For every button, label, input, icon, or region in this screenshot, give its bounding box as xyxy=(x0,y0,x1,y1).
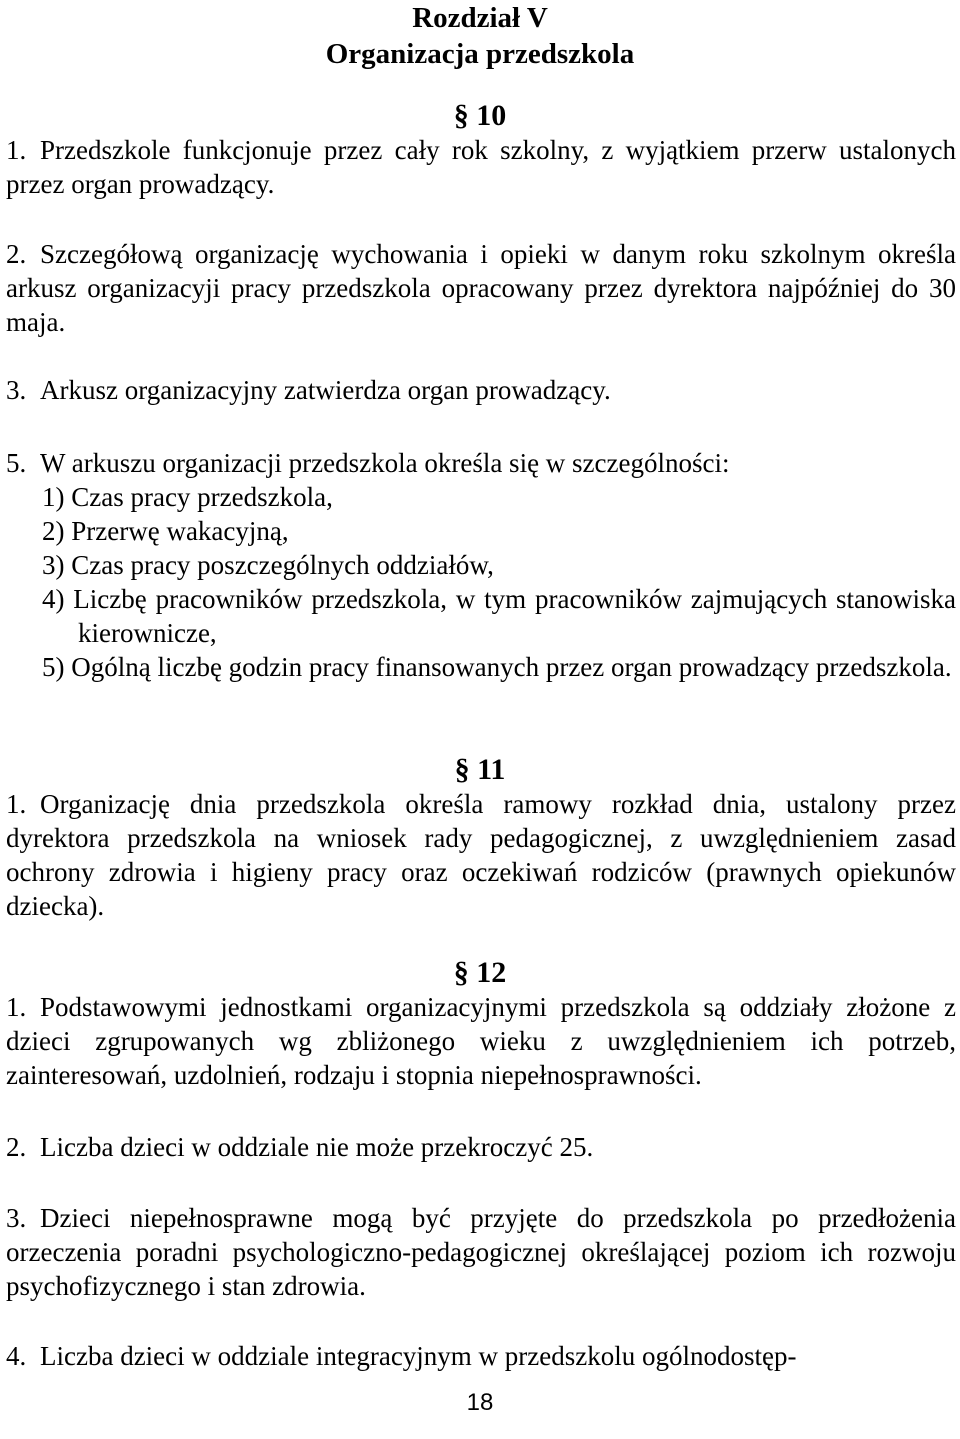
paragraph-number: 2. xyxy=(6,1132,27,1162)
list-item: 4) Liczbę pracowników przedszkola, w tym pracowników zajmujących stanowiska kierownicze, xyxy=(42,584,956,648)
paragraph-number: 1. xyxy=(6,135,27,165)
paragraph-12-1 xyxy=(6,990,956,1092)
paragraph-text: Dzieci niepełnosprawne mogą być przyjęte do przedszkola po przedłożenia orzeczenia poradni psychologiczno-pedagogicznej określającej poziom ich rozwoju psychofizycznego i stan zdrowia. xyxy=(6,1203,956,1301)
paragraph-number: 5. xyxy=(6,448,27,478)
section-12-heading: § 12 xyxy=(453,956,507,989)
chapter-title: Organizacja przedszkola xyxy=(325,38,635,70)
paragraph-number: 1. xyxy=(6,789,27,819)
paragraph-text: Liczba dzieci w oddziale nie może przekroczyć 25. xyxy=(40,1132,594,1162)
list-item: 5) Ogólną liczbę godzin pracy finansowanych przez organ prowadzący przedszkola. xyxy=(42,652,952,682)
paragraph-text: W arkuszu organizacji przedszkola określa się w szczególności: xyxy=(40,448,730,478)
list-item: 2) Przerwę wakacyjną, xyxy=(42,516,289,546)
paragraph-12-2 xyxy=(6,1130,956,1164)
paragraph-12-4 xyxy=(6,1339,956,1373)
list-item: 3) Czas pracy poszczególnych oddziałów, xyxy=(42,550,494,580)
paragraph-number: 1. xyxy=(6,992,27,1022)
section-11-heading: § 11 xyxy=(454,753,506,786)
paragraph-text: Organizację dnia przedszkola określa ramowy rozkład dnia, ustalony przez dyrektora przedszkola na wniosek rady pedagogicznej, z uwzględnieniem zasad ochrony zdrowia i higieny pracy oraz oczekiwań rodziców (prawnych opiekunów dziecka). xyxy=(6,789,956,921)
list-item: 1) Czas pracy przedszkola, xyxy=(42,482,333,512)
section-10-heading: § 10 xyxy=(453,99,507,132)
chapter-header xyxy=(0,0,960,72)
chapter-number: Rozdział V xyxy=(412,2,548,34)
paragraph-11-1 xyxy=(6,787,956,923)
paragraph-10-5 xyxy=(6,446,956,480)
paragraph-12-3 xyxy=(6,1201,956,1303)
paragraph-number: 3. xyxy=(6,375,27,405)
paragraph-number: 3. xyxy=(6,1203,27,1233)
paragraph-text: Arkusz organizacyjny zatwierdza organ prowadzący. xyxy=(40,375,611,405)
paragraph-10-3 xyxy=(6,373,956,407)
paragraph-text: Szczegółową organizację wychowania i opieki w danym roku szkolnym określa arkusz organizacyji pracy przedszkola opracowany przez dyrektora najpóźniej do 30 maja. xyxy=(6,239,956,337)
paragraph-number: 2. xyxy=(6,239,27,269)
paragraph-text: Podstawowymi jednostkami organizacyjnymi przedszkola są oddziały złożone z dzieci zgrupowanych wg zbliżonego wieku z uwzględnieniem ich potrzeb, zainteresowań, uzdolnień, rodzaju i stopnia niepełnosprawności. xyxy=(6,992,956,1090)
paragraph-number: 4. xyxy=(6,1341,27,1371)
paragraph-text: Przedszkole funkcjonuje przez cały rok szkolny, z wyjątkiem przerw ustalonych przez organ prowadzący. xyxy=(6,135,956,199)
page-number: 18 xyxy=(466,1389,494,1416)
paragraph-10-2 xyxy=(6,237,956,339)
paragraph-10-1 xyxy=(6,133,956,201)
paragraph-text: Liczba dzieci w oddziale integracyjnym w przedszkolu ogólnodostęp- xyxy=(40,1341,797,1371)
